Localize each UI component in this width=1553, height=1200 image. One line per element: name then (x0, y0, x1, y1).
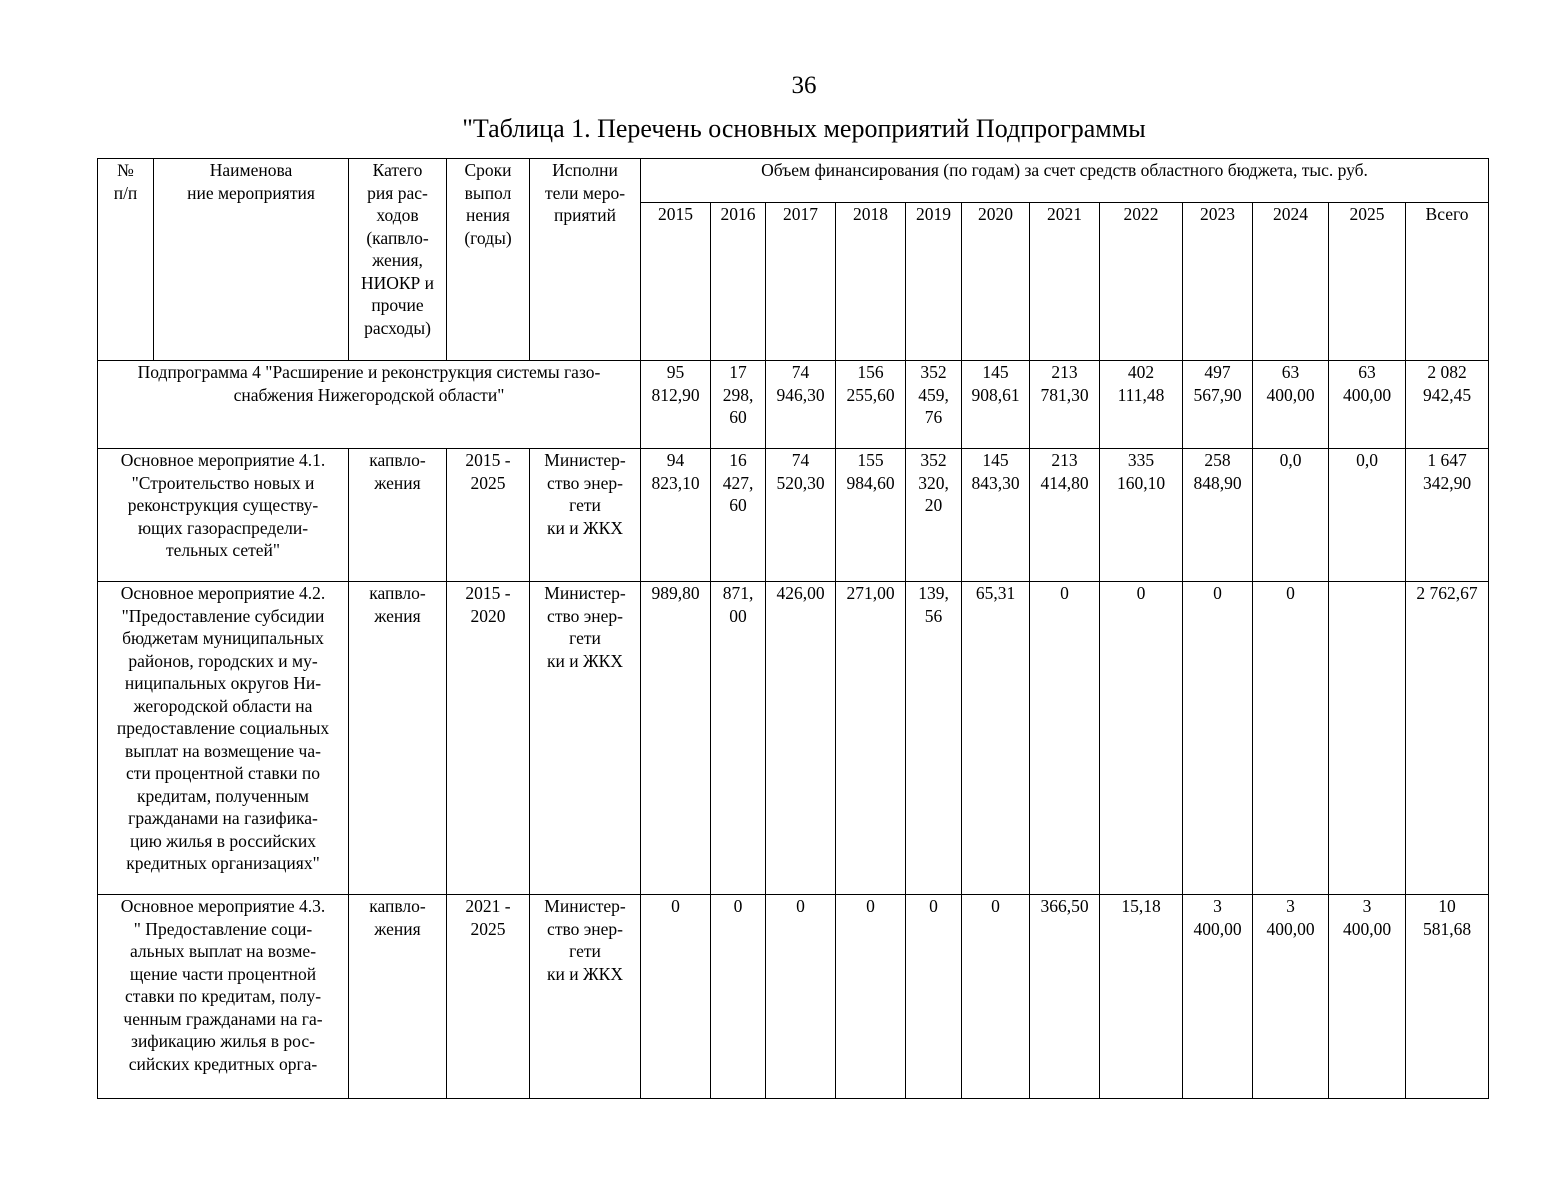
activity-value-line: 427, (722, 472, 754, 493)
activity-executor-line: ство энер- (547, 918, 623, 939)
activity-name-line: "Предоставление субсидии (121, 605, 325, 626)
subprogram-value-line: 255,60 (846, 384, 895, 405)
header-category-line: жения, (372, 250, 423, 270)
header-category-line: Катего (372, 160, 423, 180)
activity-value-line: 56 (924, 605, 943, 626)
activity-category (349, 582, 447, 895)
activity-value (1100, 449, 1183, 582)
subprogram-value-line: 400,00 (1266, 384, 1315, 405)
activity-value-line: 0 (733, 896, 743, 916)
activity-value-line: 3 (1286, 896, 1295, 916)
activity-name (98, 449, 349, 582)
subprogram-value-line: 908,61 (971, 384, 1020, 405)
activity-name-line: зификацию жилья в рос- (131, 1031, 315, 1051)
activity-executor-line: гети (569, 495, 601, 515)
subprogram-value (766, 361, 836, 449)
header-name (154, 159, 349, 361)
header-year: 2024 (1253, 203, 1329, 361)
subprogram-value-line: 400,00 (1342, 384, 1392, 405)
activity-name-line: " Предоставление соци- (133, 918, 313, 939)
subprogram-value-line: 63 (1358, 362, 1376, 382)
activity-value (1253, 449, 1329, 582)
activity-value (1100, 582, 1183, 895)
header-year: 2017 (766, 203, 836, 361)
header-executors (530, 159, 641, 361)
activity-name-line: кредитам, полученным (136, 785, 309, 806)
activity-terms-line: 2015 - (465, 583, 511, 603)
activity-value (711, 449, 766, 582)
activity-value-line: 400,00 (1342, 918, 1392, 939)
activity-value (906, 895, 962, 1099)
activity-executor-line: ство энер- (547, 472, 623, 493)
header-terms-line: (годы) (464, 227, 512, 248)
activity-value (836, 449, 906, 582)
activity-value (1183, 895, 1253, 1099)
header-year: Всего (1406, 203, 1489, 361)
activity-value (906, 582, 962, 895)
activity-value-line: 0,0 (1356, 450, 1378, 470)
subprogram-value (962, 361, 1030, 449)
activity-value-line: 0 (1213, 583, 1222, 603)
activity-value-line: 10 (1438, 896, 1456, 916)
activity-executor-line: ки и ЖКХ (547, 650, 623, 671)
subprogram-value-line: 145 (982, 362, 1009, 382)
subprogram-value-line: 156 (857, 362, 884, 382)
header-year: 2016 (711, 203, 766, 361)
header-year: 2023 (1183, 203, 1253, 361)
activity-value-line: 145 (982, 450, 1009, 470)
activity-value-line: 400,00 (1266, 918, 1315, 939)
activity-terms-line: 2015 - (465, 450, 511, 470)
header-terms-line: Сроки (464, 160, 512, 180)
header-number-line: № (117, 160, 134, 180)
subprogram-value-line: 812,90 (651, 384, 700, 405)
activity-value-line: 3 (1362, 896, 1372, 916)
activity-value-line: 74 (791, 450, 810, 470)
activity-category-line: капвло- (369, 583, 426, 603)
header-executors-line: Исполни (552, 160, 618, 180)
activity-category (349, 895, 447, 1099)
activity-name-line: выплат на возмещение ча- (125, 740, 321, 761)
activity-executor-line: гети (569, 628, 601, 648)
subprogram-value-line: 2 082 (1427, 362, 1467, 382)
subprogram-value (1100, 361, 1183, 449)
activity-value-line: 0 (1060, 583, 1069, 603)
activity-value-line: 258 (1204, 450, 1231, 470)
activity-terms-line: 2020 (470, 605, 506, 626)
activity-value (1183, 582, 1253, 895)
activity-value (1100, 895, 1183, 1099)
activity-value-line: 160,10 (1116, 472, 1166, 493)
activity-value (836, 895, 906, 1099)
header-category-line: (капвло- (366, 227, 429, 248)
subprogram-value (1406, 361, 1489, 449)
activity-value-line: 843,30 (971, 472, 1020, 493)
activity-value (766, 895, 836, 1099)
header-executors-line: тели меро- (544, 182, 626, 203)
activity-value (711, 895, 766, 1099)
activity-value-line: 581,68 (1422, 918, 1472, 939)
activity-value-line: 0,0 (1279, 450, 1302, 470)
header-row (98, 159, 1489, 203)
subprogram-row (98, 361, 1489, 449)
header-year: 2020 (962, 203, 1030, 361)
activity-terms-line: 2021 - (465, 896, 511, 916)
activity-value (962, 449, 1030, 582)
header-category (349, 159, 447, 361)
activity-terms-line: 2025 (470, 472, 506, 493)
activity-value-line: 155 (857, 450, 884, 470)
activity-value (962, 895, 1030, 1099)
activity-value-line: 00 (729, 605, 747, 626)
activity-value-line: 20 (924, 495, 943, 515)
activity-value-line: 848,90 (1193, 472, 1242, 493)
activity-value-line: 94 (666, 450, 685, 470)
activity-value-line: 335 (1127, 450, 1155, 470)
activity-value-line: 213 (1051, 450, 1078, 470)
activity-value-line: 2 762,67 (1416, 583, 1478, 603)
activity-value-line: 0 (929, 896, 938, 916)
activity-executor-line: Министер- (544, 450, 626, 470)
activity-value (1329, 449, 1406, 582)
activity-value (711, 582, 766, 895)
activity-value (1406, 895, 1489, 1099)
subprogram-value-line: 60 (729, 407, 747, 427)
activity-executor-line: ки и ЖКХ (547, 963, 623, 984)
activity-category-line: жения (374, 605, 421, 626)
activity-value-line: 65,31 (975, 583, 1016, 603)
activity-value (1329, 582, 1406, 895)
activity-value-line: 366,50 (1040, 896, 1089, 916)
subprogram-value-line: 942,45 (1422, 384, 1472, 405)
activity-value-line: 984,60 (846, 472, 895, 493)
activity-name-line: Основное мероприятие 4.1. (120, 450, 326, 470)
activity-terms (447, 582, 530, 895)
header-name-line: Наименова (209, 160, 293, 180)
activity-value (641, 895, 711, 1099)
activity-name-line: сти процентной ставки по (125, 763, 321, 783)
activity-value (1329, 895, 1406, 1099)
activity-value-line: 414,80 (1040, 472, 1089, 493)
activity-category-line: капвло- (369, 896, 426, 916)
subprogram-value (1253, 361, 1329, 449)
activity-value-line: 871, (722, 583, 754, 603)
activity-terms (447, 895, 530, 1099)
subprogram-value-line: 76 (924, 407, 943, 427)
activity-name-line: тельных сетей" (165, 540, 281, 560)
activity-name-line: бюджетам муниципальных (122, 628, 324, 648)
activity-name-line: ставки по кредитам, полу- (124, 986, 322, 1006)
header-category-line: рия рас- (367, 182, 428, 203)
activity-name (98, 895, 349, 1099)
header-number (98, 159, 154, 361)
subprogram-value (711, 361, 766, 449)
header-category-line: прочие (371, 295, 424, 315)
activity-value (1406, 582, 1489, 895)
subprogram-value-line: 459, (918, 384, 949, 405)
activity-value (1253, 582, 1329, 895)
header-category-line: НИОКР и (360, 272, 435, 293)
activity-name-line: Основное мероприятие 4.3. (120, 896, 326, 916)
header-year: 2019 (906, 203, 962, 361)
activity-value-line: 271,00 (846, 583, 895, 603)
activity-name-line: ющих газораспредели- (137, 517, 309, 538)
activity-name-line: реконструкция существу- (127, 495, 319, 515)
activity-executor-line: Министер- (544, 583, 626, 603)
activity-row (98, 449, 1489, 582)
activity-executor-line: гети (569, 941, 601, 961)
activity-value-line: 352 (920, 450, 947, 470)
activity-value-line: 16 (729, 450, 747, 470)
activity-terms (447, 449, 530, 582)
activity-row (98, 895, 1489, 1099)
activity-value-line: 0 (796, 896, 805, 916)
activity-value (1183, 449, 1253, 582)
activity-value-line: 426,00 (776, 583, 825, 603)
activity-value-line: 400,00 (1193, 918, 1242, 939)
header-funding: Объем финансирования (по годам) за счет средств областного бюджета, тыс. руб. (641, 159, 1489, 203)
activity-value (1030, 449, 1100, 582)
activity-executor (530, 582, 641, 895)
header-year: 2025 (1329, 203, 1406, 361)
subprogram-value-line: 111,48 (1117, 384, 1165, 405)
activity-row (98, 582, 1489, 895)
funding-table (97, 158, 1489, 1099)
activity-category (349, 449, 447, 582)
activity-name-line: альных выплат на возме- (129, 941, 317, 961)
subprogram-name-line: снабжения Нижегородской области" (233, 384, 505, 405)
subprogram-value (906, 361, 962, 449)
activity-value-line: 0 (1286, 583, 1295, 603)
subprogram-name-line: Подпрограмма 4 "Расширение и реконструкция системы газо- (137, 362, 601, 382)
activity-value-line: 342,90 (1422, 472, 1472, 493)
activity-value (766, 449, 836, 582)
subprogram-value-line: 213 (1051, 362, 1078, 382)
header-number-line: п/п (113, 182, 138, 203)
subprogram-value (836, 361, 906, 449)
header-name-line: ние мероприятия (187, 182, 315, 203)
activity-executor-line: Министер- (544, 896, 626, 916)
page-number: 36 (791, 72, 817, 99)
activity-value (1030, 582, 1100, 895)
subprogram-value-line: 95 (666, 362, 685, 382)
activity-name-line: сийских кредитных орга- (128, 1053, 318, 1074)
activity-category-line: жения (374, 472, 421, 493)
activity-value-line: 3 (1213, 896, 1222, 916)
activity-value (1030, 895, 1100, 1099)
activity-value (906, 449, 962, 582)
activity-name-line: ченным гражданами на га- (123, 1008, 323, 1029)
activity-name-line: жегородской области на (133, 695, 313, 716)
activity-value (836, 582, 906, 895)
subprogram-value-line: 17 (729, 362, 747, 382)
activity-value (641, 582, 711, 895)
subprogram-value-line: 497 (1204, 362, 1231, 382)
activity-value-line: 139, (918, 583, 949, 603)
activity-name-line: "Строительство новых и (131, 472, 315, 493)
activity-name-line: кредитных организациях" (126, 853, 320, 873)
subprogram-value-line: 352 (920, 362, 947, 382)
activity-value (766, 582, 836, 895)
activity-value-line: 0 (671, 896, 680, 916)
header-category-line: ходов (376, 205, 419, 225)
header-terms (447, 159, 530, 361)
activity-value-line: 989,80 (651, 583, 700, 603)
activity-name-line: гражданами на газифика- (128, 808, 318, 828)
subprogram-value (1030, 361, 1100, 449)
header-year: 2018 (836, 203, 906, 361)
subprogram-value-line: 298, (722, 384, 754, 405)
activity-value-line: 60 (729, 495, 747, 515)
subprogram-value-line: 74 (791, 362, 810, 382)
header-year: 2015 (641, 203, 711, 361)
activity-value (641, 449, 711, 582)
subprogram-value (641, 361, 711, 449)
activity-executor-line: ки и ЖКХ (547, 517, 623, 538)
activity-name-line: предоставление социальных (116, 718, 330, 738)
subprogram-value (1329, 361, 1406, 449)
activity-value (962, 582, 1030, 895)
activity-executor-line: ство энер- (547, 605, 623, 626)
activity-value-line: 0 (1136, 583, 1146, 603)
activity-value-line: 0 (991, 896, 1000, 916)
activity-value (1253, 895, 1329, 1099)
activity-name (98, 582, 349, 895)
header-year: 2021 (1030, 203, 1100, 361)
activity-value-line: 15,18 (1121, 896, 1161, 916)
subprogram-value (1183, 361, 1253, 449)
activity-value-line: 520,30 (776, 472, 825, 493)
subprogram-value-line: 781,30 (1040, 384, 1089, 405)
subprogram-value-line: 402 (1127, 362, 1155, 382)
table-title: "Таблица 1. Перечень основных мероприятий Подпрограммы (462, 114, 1146, 143)
activity-value (1406, 449, 1489, 582)
activity-category-line: капвло- (369, 450, 426, 470)
activity-terms-line: 2025 (470, 918, 506, 939)
subprogram-name (98, 361, 641, 449)
subprogram-value-line: 946,30 (776, 384, 825, 405)
activity-executor (530, 449, 641, 582)
activity-category-line: жения (374, 918, 421, 939)
header-category-line: расходы) (364, 317, 431, 338)
header-year: 2022 (1100, 203, 1183, 361)
header-executors-line: приятий (554, 205, 616, 225)
subprogram-value-line: 567,90 (1193, 384, 1242, 405)
activity-value-line: 823,10 (651, 472, 700, 493)
activity-name-line: районов, городских и му- (128, 650, 318, 671)
activity-name-line: щение части процентной (129, 963, 317, 984)
header-terms-line: выпол (464, 182, 512, 203)
activity-value-line: 0 (866, 896, 875, 916)
activity-name-line: ниципальных округов Ни- (124, 673, 322, 693)
activity-name-line: цию жилья в российских (130, 830, 316, 851)
activity-name-line: Основное мероприятие 4.2. (120, 583, 326, 603)
activity-executor (530, 895, 641, 1099)
subprogram-value-line: 63 (1281, 362, 1300, 382)
header-terms-line: нения (466, 205, 510, 225)
activity-value-line: 320, (918, 472, 949, 493)
activity-value-line: 1 647 (1427, 450, 1467, 470)
